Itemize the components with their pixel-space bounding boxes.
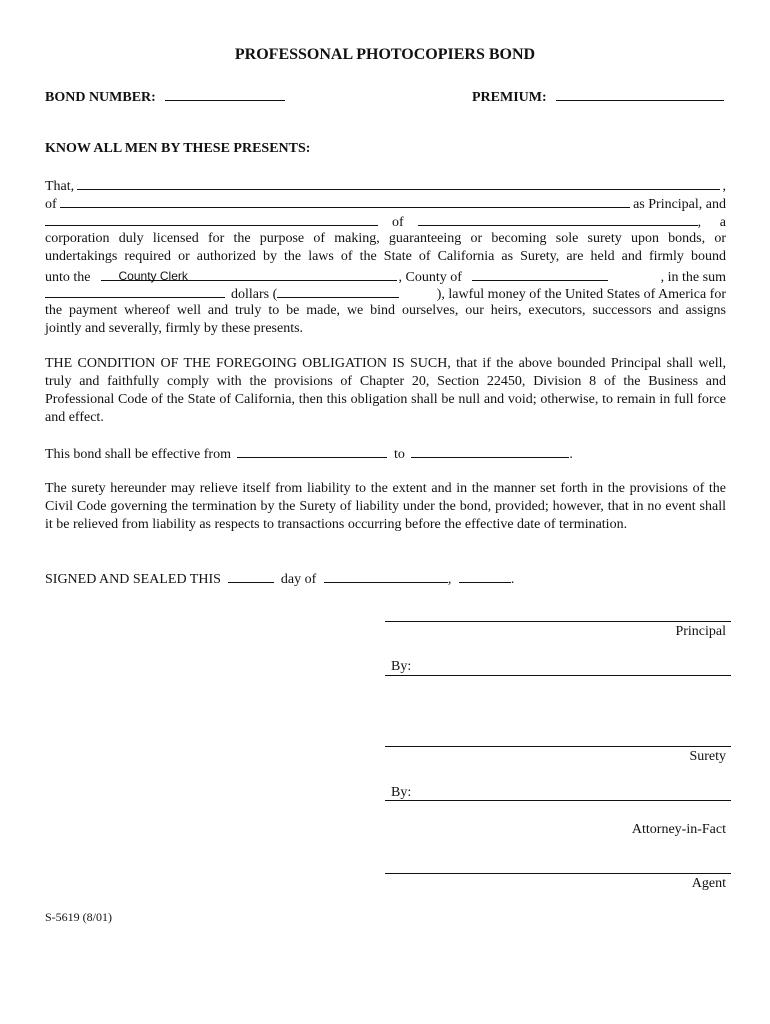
signed-day-field[interactable] bbox=[228, 569, 274, 583]
payment-line-2: jointly and severally, firmly by these presents. bbox=[45, 321, 304, 336]
principal-name-field[interactable] bbox=[77, 176, 719, 190]
signed-comma: , bbox=[447, 572, 452, 587]
effective-to-label: to bbox=[393, 447, 405, 462]
effective-to-field[interactable] bbox=[411, 444, 569, 458]
bond-number-field[interactable] bbox=[165, 87, 285, 101]
agent-signature-line[interactable] bbox=[385, 873, 731, 874]
amount-line bbox=[45, 284, 726, 302]
principal-by-signature-line[interactable] bbox=[385, 675, 731, 676]
unto-the-label: unto the bbox=[45, 270, 91, 285]
surety-by-signature-line[interactable] bbox=[385, 800, 731, 801]
payment-line-1: the payment whereof well and truly to be made, we bind ourselves, our heirs, executors, successors and assigns bbox=[45, 303, 726, 318]
know-all-heading: KNOW ALL MEN BY THESE PRESENTS: bbox=[45, 141, 311, 156]
signed-month-field[interactable] bbox=[324, 569, 448, 583]
lawful-money-text: ), lawful money of the United States of America for bbox=[436, 287, 726, 302]
county-field[interactable] bbox=[472, 267, 608, 281]
signed-year-field[interactable] bbox=[459, 569, 511, 583]
principal-address-line bbox=[45, 194, 726, 212]
effective-from-field[interactable] bbox=[237, 444, 387, 458]
signed-prefix: SIGNED AND SEALED THIS bbox=[45, 572, 221, 587]
obligee-value: County Clerk bbox=[118, 269, 188, 283]
surety-paragraph: The surety hereunder may relieve itself from liability to the extent and in the manner set forth in the provisions of the Civil Code governing the termination by the Surety of liability under the bond, provided; however, that in no event shall it be relieved from liability as respects to transactions occurring before the effective date of termination. bbox=[45, 481, 726, 532]
of-label-2: of bbox=[392, 215, 404, 230]
surety-line bbox=[45, 212, 726, 230]
signed-line bbox=[45, 569, 726, 587]
surety-label: Surety bbox=[689, 749, 726, 764]
premium-field[interactable] bbox=[556, 87, 724, 101]
comma-mark-2: , bbox=[697, 215, 702, 230]
attorney-in-fact-label: Attorney-in-Fact bbox=[631, 822, 726, 837]
obligee-field[interactable] bbox=[101, 266, 397, 281]
signed-period: . bbox=[510, 572, 515, 587]
county-of-label: , County of bbox=[398, 270, 462, 285]
amount-words-field[interactable] bbox=[45, 284, 225, 298]
that-label: That, bbox=[45, 179, 75, 194]
principal-address-field[interactable] bbox=[60, 194, 630, 208]
bond-number-row bbox=[45, 87, 285, 106]
surety-name-field[interactable] bbox=[45, 212, 378, 226]
of-label: of bbox=[45, 197, 57, 212]
in-the-sum-label: , in the sum bbox=[660, 270, 726, 285]
effective-prefix: This bond shall be effective from bbox=[45, 447, 231, 462]
that-line bbox=[45, 176, 726, 194]
by-label-principal: By: bbox=[391, 659, 412, 674]
corp-line-1: corporation duly licensed for the purpose of making, guaranteeing or becoming sole surety upon bonds, or bbox=[45, 231, 726, 246]
comma-mark: , bbox=[722, 179, 726, 194]
premium-row bbox=[472, 87, 724, 106]
form-number: S-5619 (8/01) bbox=[45, 910, 112, 924]
effective-suffix: . bbox=[569, 447, 573, 462]
surety-signature-line[interactable] bbox=[385, 746, 731, 747]
as-principal-text: as Principal, and bbox=[633, 197, 726, 212]
obligee-line bbox=[45, 266, 726, 284]
corp-line-2: undertakings required or authorized by the laws of the State of California as Surety, are held and firmly bound bbox=[45, 249, 726, 264]
bond-number-label: BOND NUMBER: bbox=[45, 90, 156, 105]
day-of-label: day of bbox=[280, 572, 317, 587]
dollars-label: dollars ( bbox=[231, 287, 278, 302]
agent-label: Agent bbox=[691, 876, 726, 891]
principal-label: Principal bbox=[675, 624, 726, 639]
premium-label: PREMIUM: bbox=[472, 90, 547, 105]
by-label-surety: By: bbox=[391, 785, 412, 800]
a-label: a bbox=[719, 215, 726, 230]
principal-signature-line[interactable] bbox=[385, 621, 731, 622]
condition-paragraph: THE CONDITION OF THE FOREGOING OBLIGATION IS SUCH, that if the above bounded Principal shall well, truly and faithfully comply with the provisions of Chapter 20, Section 22450, Division 8 of the Business and Professional Code of the State of California, then this obligation shall be null and void; otherwise, to remain in full force and effect. bbox=[45, 356, 726, 425]
surety-location-field[interactable] bbox=[418, 212, 698, 226]
amount-figures-field[interactable] bbox=[277, 284, 399, 298]
page-title: PROFESSONAL PHOTOCOPIERS BOND bbox=[234, 46, 536, 63]
effective-line bbox=[45, 444, 726, 462]
